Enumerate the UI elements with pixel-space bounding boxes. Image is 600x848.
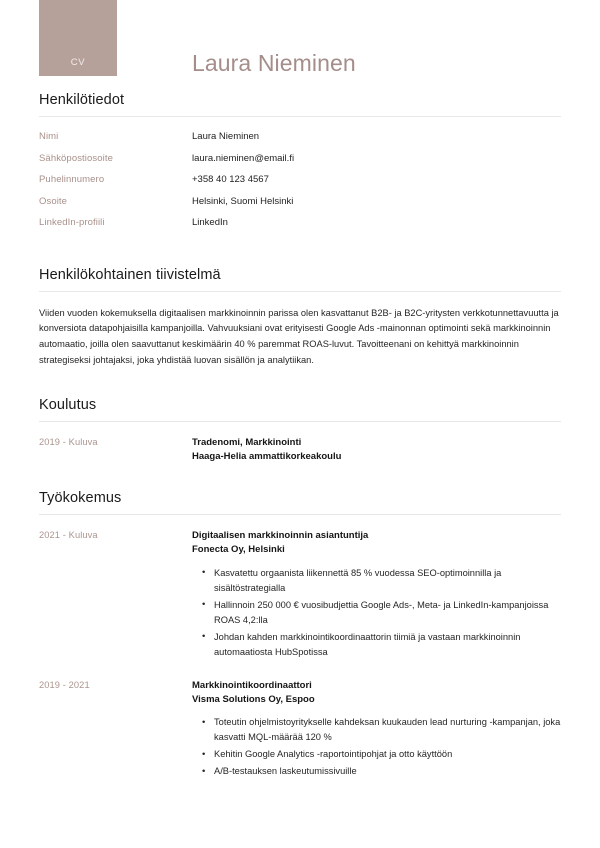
section-divider [39,421,561,422]
info-label-linkedin: LinkedIn-profiili [39,217,105,228]
section-divider [39,291,561,292]
info-row [39,131,561,142]
section-divider [39,514,561,515]
entry-bullet-list [192,715,561,779]
section-summary [39,267,561,370]
section-title-summary: Henkilökohtainen tiivistelmä [39,266,221,283]
info-value-address: Helsinki, Suomi Helsinki [192,195,294,207]
entry-bullet: • A/B-testauksen laskeutumissivuille [214,764,561,779]
entry-organization: Visma Solutions Oy, Espoo [192,693,315,705]
entry-body [192,679,561,782]
spacer [39,666,561,679]
info-row [39,153,561,164]
education-entry [39,436,561,464]
entry-organization: Fonecta Oy, Helsinki [192,543,285,555]
entry-date: 2019 - Kuluva [39,437,98,448]
document-content [0,92,600,782]
section-personal-info [39,92,561,228]
spacer [39,468,561,490]
section-education [39,397,561,464]
document-header [0,0,600,92]
summary-paragraph: Viiden vuoden kokemuksella digitaalisen markkinoinnin parissa olen kasvattanut B2B- ja B2C-yritysten verkkotunnettavuutta ja konversiota datapohjaisilla kampanjoilla. Vahvuuksiani ovat erityisesti Google Ads -mainonnan optimointi sekä markkinoinnin automaatio, joilla olen saavuttanut keskimäärin 40 % paremmat ROAS-luvut. Tavoitteenani on kehittyä markkinoinnin strategiseksi johtajaksi, joka yhdistää luovan sisällön ja analytiikan. [39,307,559,366]
page-title: Laura Nieminen [192,50,356,76]
info-value-phone: +358 40 123 4567 [192,174,269,185]
info-label-phone: Puhelinnumero [39,174,105,185]
section-title-personal-info: Henkilötiedot [39,92,125,108]
info-label-email: Sähköpostiosoite [39,152,113,164]
info-row [39,196,561,207]
entry-bullet-list [192,566,561,660]
info-row [39,174,561,185]
section-divider [39,116,561,117]
cv-badge-label: CV [70,57,86,68]
info-label-address: Osoite [39,195,68,207]
entry-bullet: • Toteutin ohjelmistoyritykselle kahdeksan kuukauden lead nurturing -kampanjan, joka kasvatti MQL-määrää 120 % [214,715,561,745]
entry-title: Tradenomi, Markkinointi [192,437,302,449]
entry-title: Digitaalisen markkinoinnin asiantuntija [192,529,369,541]
info-value-email: laura.nieminen@email.fi [192,152,295,164]
entry-organization: Haaga-Helia ammattikorkeakoulu [192,451,342,463]
spacer [39,369,561,397]
info-value-name: Laura Nieminen [192,131,260,142]
entry-body [192,436,561,464]
entry-body [192,529,561,662]
spacer [39,239,561,267]
experience-entry [39,529,561,662]
entry-date: 2021 - Kuluva [39,529,98,540]
entry-title: Markkinointikoordinaattori [192,679,312,691]
entry-bullet: • Johdan kahden markkinointikoordinaattorin tiimiä ja vastaan markkinoinnin automaatiosta HubSpotissa [214,630,561,660]
section-title-education: Koulutus [39,397,97,414]
cv-badge [39,0,117,76]
entry-date: 2019 - 2021 [39,679,90,690]
info-label-name: Nimi [39,131,59,142]
entry-bullet: • Hallinnoin 250 000 € vuosibudjettia Google Ads-, Meta- ja LinkedIn-kampanjoissa ROAS 4,2:lla [214,598,561,628]
entry-bullet: • Kehitin Google Analytics -raportointipohjat ja otto käyttöön [214,747,561,762]
info-value-linkedin: LinkedIn [192,217,228,228]
entry-bullet: • Kasvatettu orgaanista liikennettä 85 % vuodessa SEO-optimoinnilla ja sisältöstrategialla [214,566,561,596]
section-title-experience: Työkokemus [39,489,122,506]
section-experience [39,490,561,782]
info-row [39,217,561,228]
experience-entry [39,679,561,782]
